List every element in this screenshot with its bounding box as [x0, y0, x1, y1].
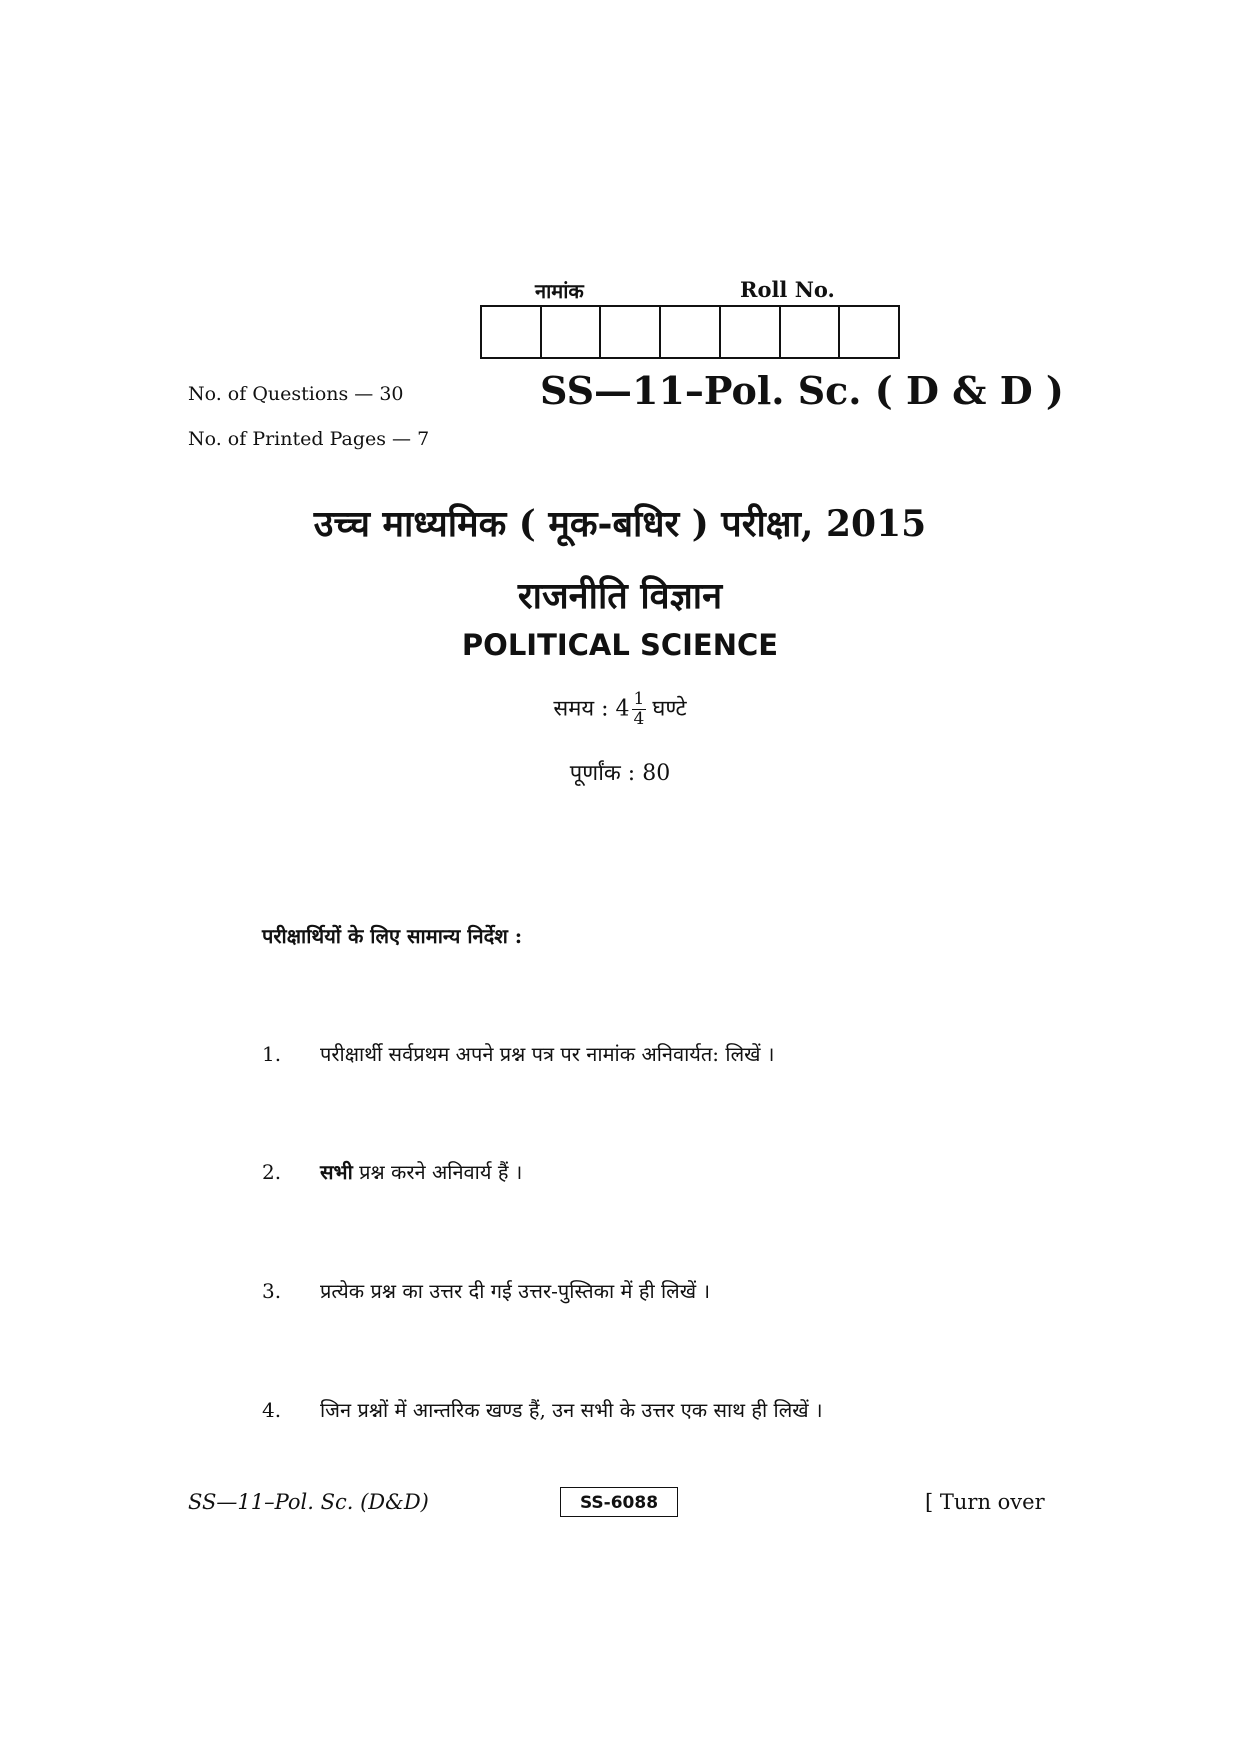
number-of-pages: No. of Printed Pages — 7	[188, 428, 430, 450]
roll-number-box[interactable]	[721, 307, 781, 357]
roll-number-box[interactable]	[781, 307, 841, 357]
turn-over-note: [ Turn over	[925, 1490, 1045, 1514]
instruction-text: परीक्षार्थी सर्वप्रथम अपने प्रश्न पत्र पर नामांक अनिवार्यत: लिखें ।	[320, 1042, 775, 1066]
paper-code: SS—11–Pol. Sc. ( D & D )	[540, 368, 1064, 413]
maximum-marks: पूर्णांक : 80	[569, 761, 671, 786]
duration-label: समय : 4	[553, 696, 630, 722]
instruction-item	[262, 1277, 710, 1304]
instructions-heading: परीक्षार्थियों के लिए सामान्य निर्देश :	[262, 924, 523, 948]
footer-paper-code: SS—11–Pol. Sc. (D&D)	[188, 1490, 429, 1514]
fraction-denominator: 4	[633, 709, 645, 729]
roll-number-box[interactable]	[482, 307, 542, 357]
roll-number-box[interactable]	[601, 307, 661, 357]
exam-duration	[0, 690, 1240, 729]
roll-number-boxes	[480, 305, 900, 359]
instruction-item	[262, 1040, 774, 1067]
number-of-questions: No. of Questions — 30	[188, 383, 404, 405]
exam-title: उच्च माध्यमिक ( मूक-बधिर ) परीक्षा, 2015	[313, 503, 927, 545]
instruction-item	[262, 1158, 522, 1185]
roll-number-box[interactable]	[661, 307, 721, 357]
roll-number-box[interactable]	[542, 307, 602, 357]
footer-booklet-code: SS-6088	[560, 1487, 678, 1517]
roll-number-label: Roll No.	[740, 277, 835, 302]
instruction-number: 4.	[262, 1398, 282, 1422]
subject-title-hindi: राजनीति विज्ञान	[517, 575, 723, 617]
roll-number-label-hindi: नामांक	[535, 279, 584, 303]
instruction-text: प्रश्न करने अनिवार्य हैं ।	[352, 1160, 523, 1184]
instruction-number: 3.	[262, 1279, 282, 1303]
instruction-number: 2.	[262, 1160, 282, 1184]
roll-number-box[interactable]	[840, 307, 898, 357]
duration-unit: घण्टे	[652, 696, 687, 722]
fraction-numerator: 1	[633, 689, 645, 709]
instruction-number: 1.	[262, 1042, 282, 1066]
instruction-text: जिन प्रश्नों में आन्तरिक खण्ड हैं, उन सभी के उत्तर एक साथ ही लिखें ।	[320, 1398, 823, 1422]
duration-fraction	[632, 690, 647, 729]
instruction-item	[262, 1396, 823, 1423]
instruction-emphasis: सभी	[320, 1160, 353, 1184]
subject-title-english: POLITICAL SCIENCE	[461, 628, 779, 662]
instruction-text: प्रत्येक प्रश्न का उत्तर दी गई उत्तर-पुस्तिका में ही लिखें ।	[320, 1279, 711, 1303]
